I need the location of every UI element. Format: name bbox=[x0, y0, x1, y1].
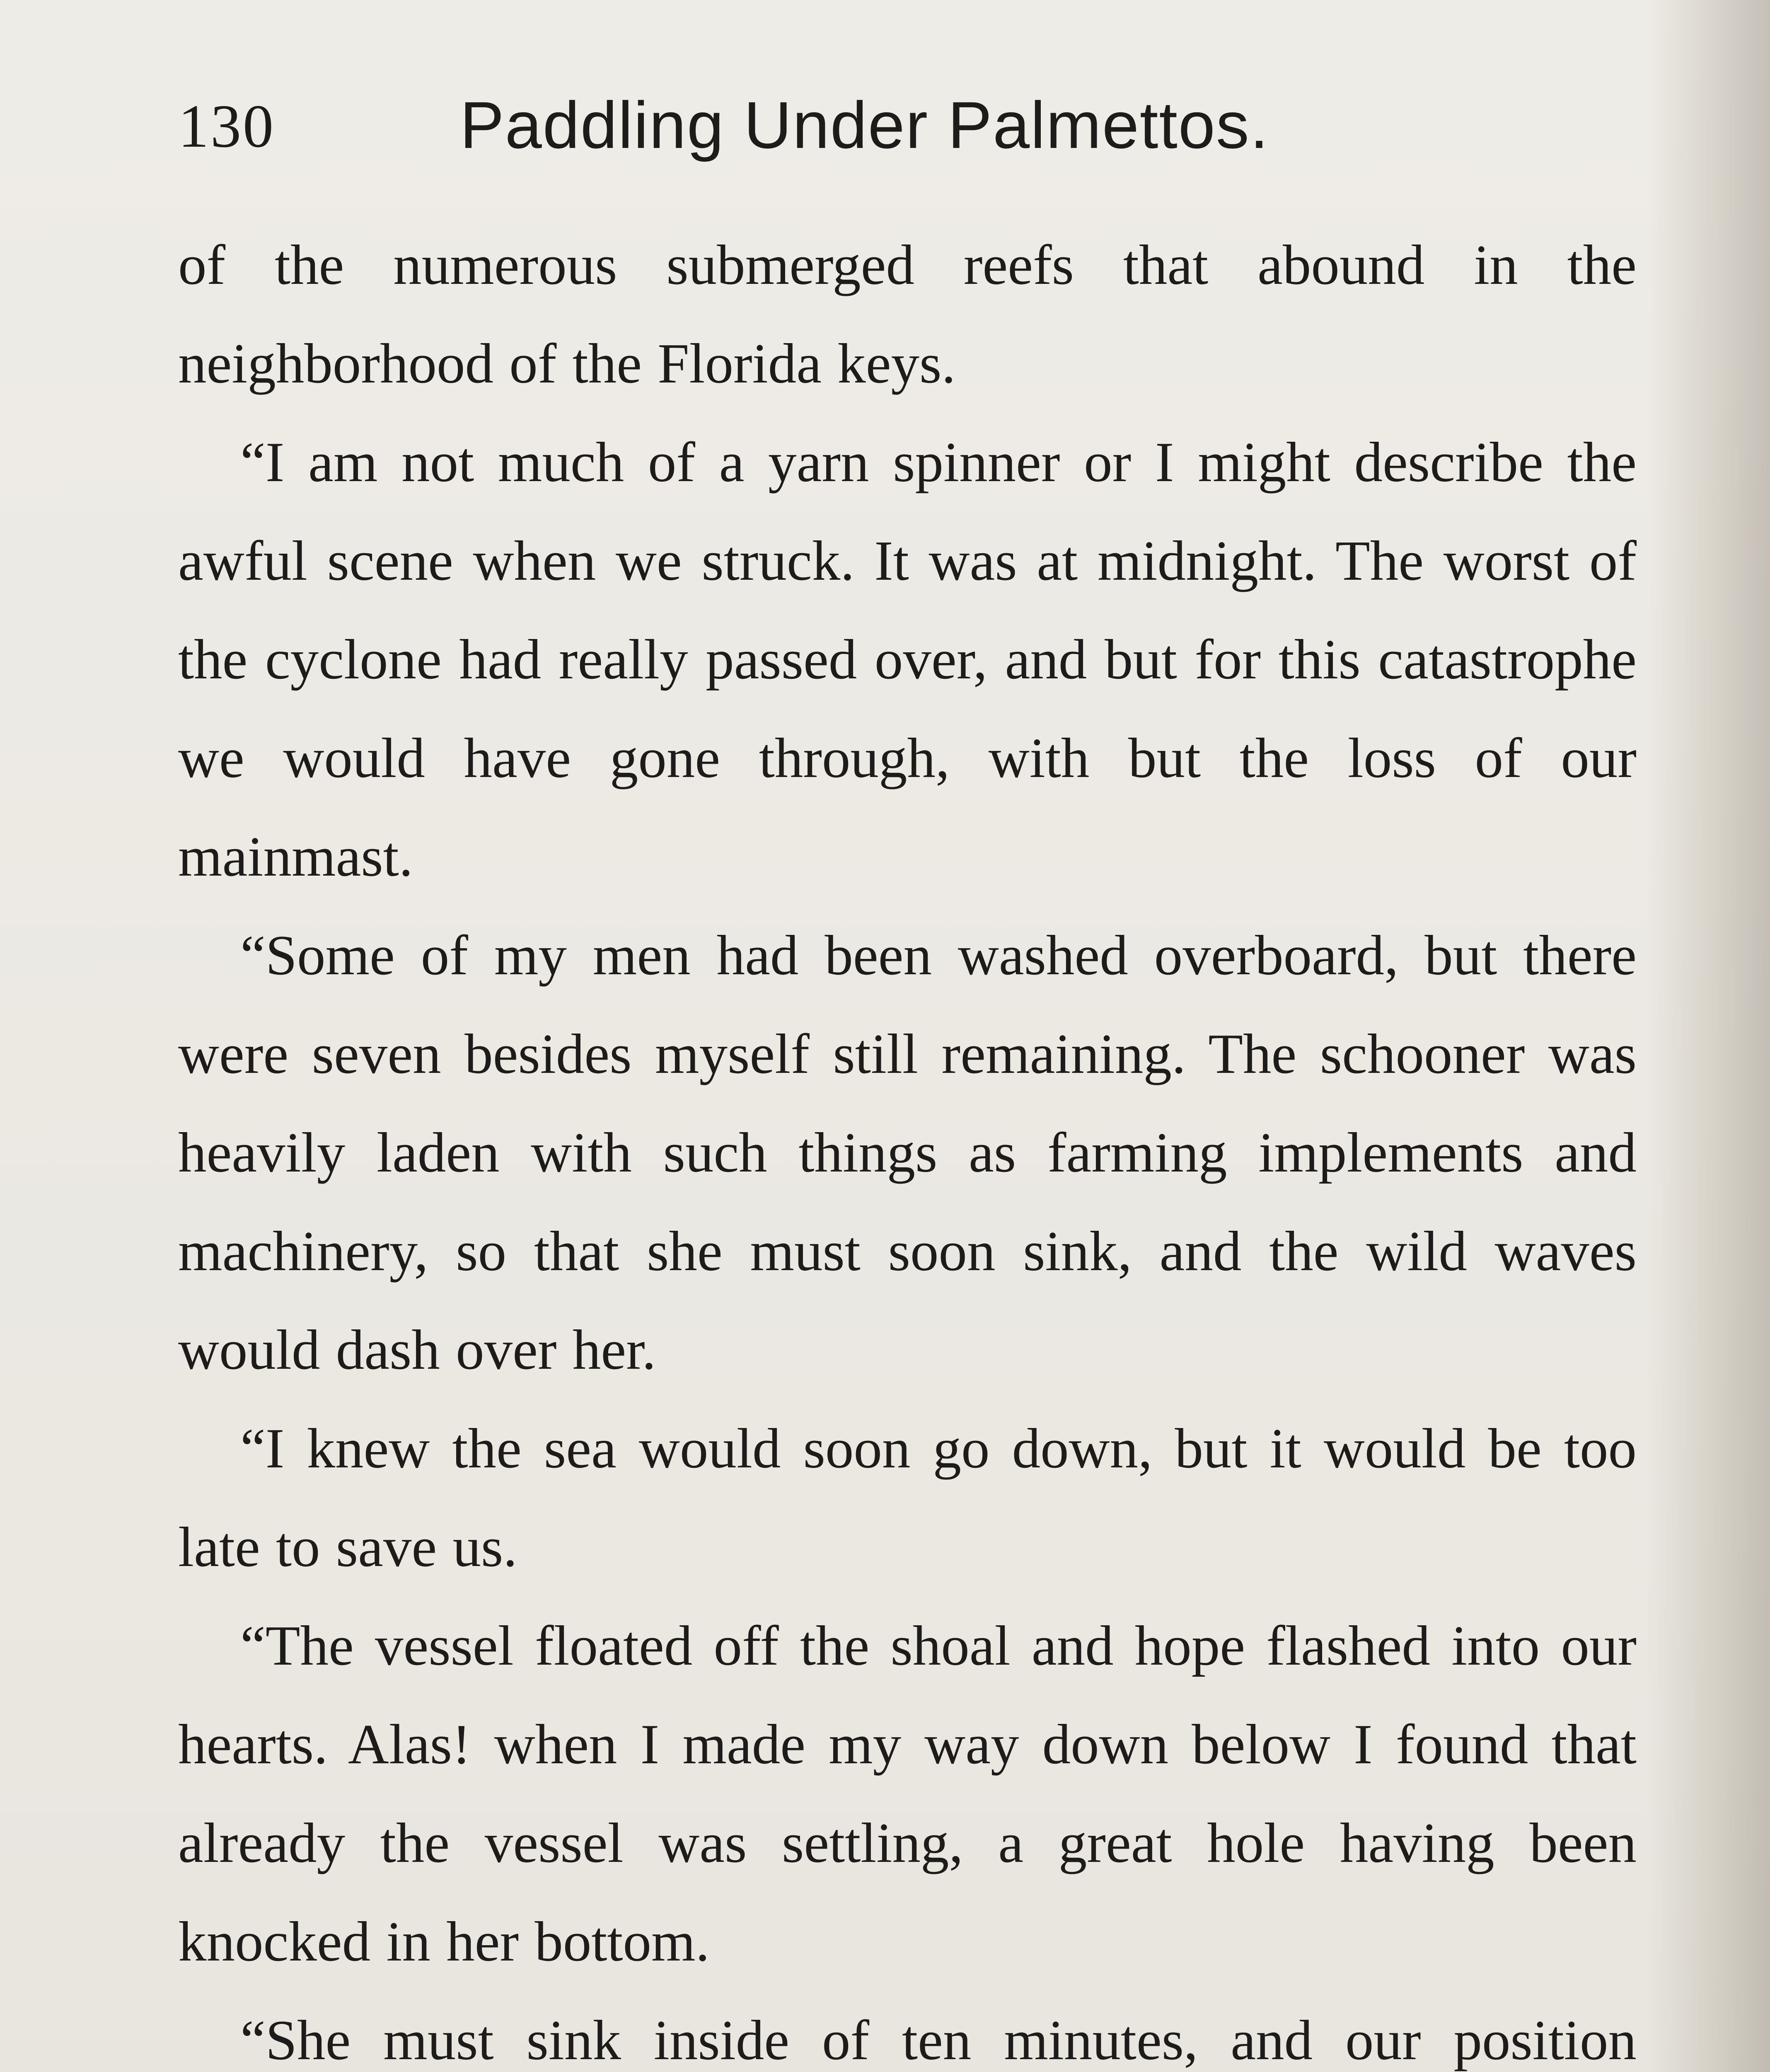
paragraph: of the numerous submerged reefs that abound in the neighborhood of the Florida keys. bbox=[178, 233, 1637, 395]
paragraph: “I knew the sea would soon go down, but it would be too late to save us. bbox=[178, 1417, 1637, 1578]
running-head: Paddling Under Palmettos. bbox=[460, 88, 1269, 162]
paragraph: “I am not much of a yarn spinner or I might describe the awful scene when we struck. It was at midnight. The worst of the cyclone had really passed over, and but for this catastrophe we would have gone through, with but the loss of our mainmast. bbox=[178, 431, 1637, 888]
body-text bbox=[178, 215, 1637, 2072]
page-header bbox=[178, 87, 1637, 170]
paragraph: “Some of my men had been washed overboard, but there were seven besides myself still remaining. The schooner was heavily laden with such things as farming implements and machinery, so that she must soon sink, and the wild waves would dash over her. bbox=[178, 924, 1637, 1381]
paragraph: “The vessel floated off the shoal and hope flashed into our hearts. Alas! when I made my way down below I found that already the vessel was settling, a great hole having been knocked in her bottom. bbox=[178, 1614, 1637, 1973]
page-number: 130 bbox=[178, 92, 275, 160]
paragraph: “She must sink inside of ten minutes, and our position bbox=[240, 2009, 1637, 2072]
